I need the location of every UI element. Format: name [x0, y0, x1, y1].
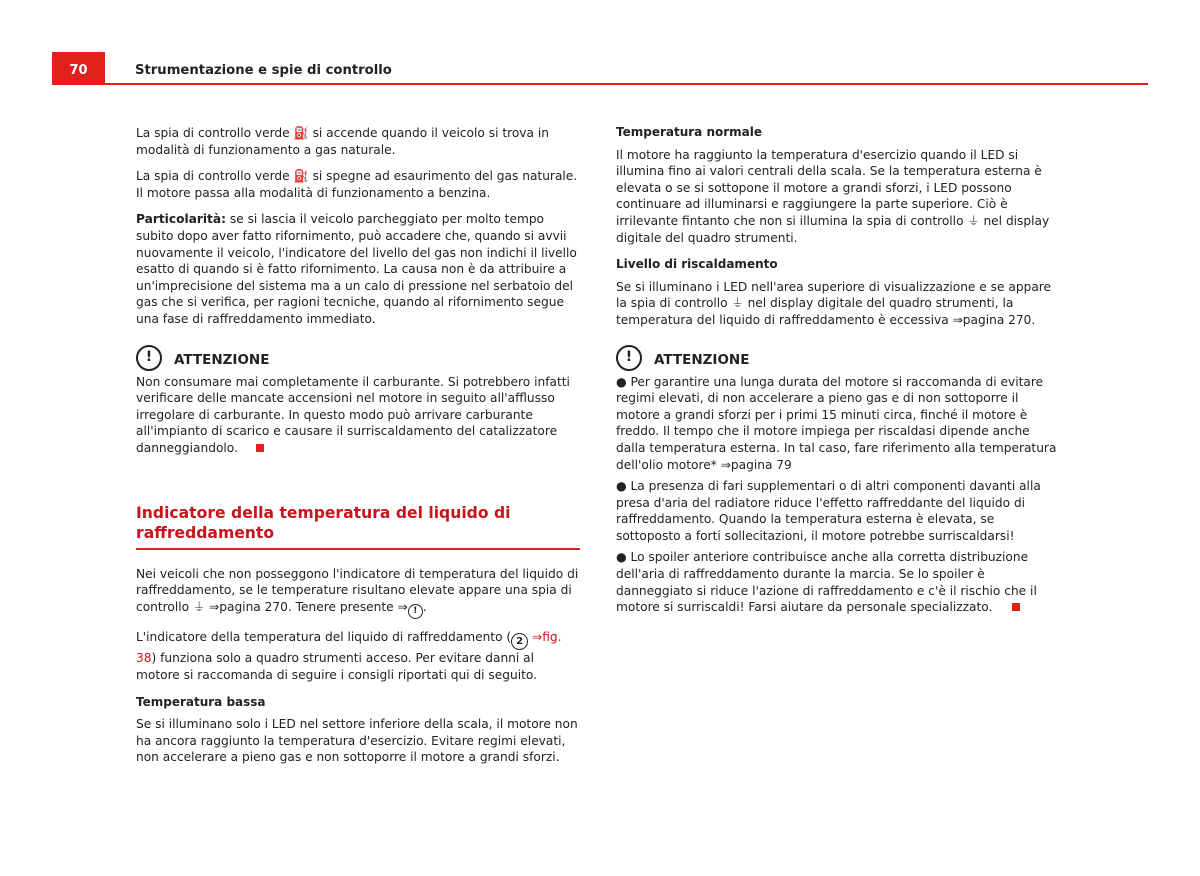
paragraph-normal-temp: Il motore ha raggiunto la temperatura d'esercizio quando il LED si illumina fino ai valori centrali della scala. Se la temperatura esterna è elevata o se si sottopone il motore a grandi sforzi, i LED possono continuare ad illuminarsi e raggiungere la parte superiore. Ciò è irrilevante fintanto che non si illumina la spia di controllo ⏚ nel display digitale del quadro strumenti.: [616, 147, 1050, 245]
paragraph-indicator: [136, 629, 580, 684]
bullet-item: ● Per garantire una lunga durata del motore si raccomanda di evitare regimi elevati, di non accelerare a pieno gas e di non sottoporre il motore a grandi sforzi per i primi 15 minuti circa, finché il motore è freddo. Il tempo che il motore impiega per riscaldasi dipende anche dalla temperatura esterna. In tal caso, fare riferimento alla temperatura dell'olio motore* ⇒pagina 79: [616, 374, 1057, 472]
warning-icon: !: [136, 345, 162, 371]
warning-header: [136, 345, 580, 371]
end-marker: [256, 444, 264, 452]
page-header: [52, 52, 1148, 85]
paragraph-low-temp: Se si illuminano solo i LED nel settore inferiore della scala, il motore non ha ancora raggiunto la temperatura d'esercizio. Evitare regimi elevati, non accelerare a pieno gas e non sottoporre il motore a grandi sforzi.: [136, 717, 578, 765]
paragraph-coolant-warning: [136, 566, 580, 619]
particularity-label: Particolarità:: [136, 212, 226, 227]
figure-link[interactable]: ⇒fig. 38: [136, 629, 562, 666]
paragraph-gas-off: La spia di controllo verde ⛽ si spegne ad esaurimento del gas naturale. Il motore passa alla modalità di funzionamento a benzina.: [136, 169, 578, 200]
bullet-item: [616, 549, 1060, 615]
subheading-low-temp: Temperatura bassa: [136, 694, 266, 709]
warning-title-right: ATTENZIONE: [654, 352, 750, 369]
end-marker: [1012, 603, 1020, 611]
paragraph-heat-level: Se si illuminano i LED nell'area superiore di visualizzazione e se appare la spia di controllo ⏚ nel display digitale del quadro strumenti, la temperatura del liquido di raffreddamento è eccessiva ⇒pagina 270.: [616, 279, 1052, 327]
bullet-text: ● Lo spoiler anteriore contribuisce anche alla corretta distribuzione dell'aria di raffreddamento durante la marcia. Se lo spoiler è danneggiato si riduce l'azione di raffreddamento e c'è il rischio che il motore si surriscaldi! Farsi aiutare da personale specializzato.: [616, 550, 1037, 615]
left-column: [136, 125, 580, 776]
subheading-heat-level: Livello di riscaldamento: [616, 257, 778, 272]
coolant-text-c: .: [422, 599, 427, 614]
bullet-item: ● La presenza di fari supplementari o di altri componenti davanti alla presa d'aria del radiatore riduce l'effetto raffreddante del liquido di raffreddamento. Quando la temperatura esterna è elevata, se sottoposto a forti sollecitazioni, il motore potrebbe surriscaldarsi!: [616, 479, 1041, 543]
right-column: [616, 124, 1060, 621]
chapter-title: Strumentazione e spie di controllo: [135, 63, 392, 78]
indicator-text-b: ) funziona solo a quadro strumenti acceso. Per evitare danni al motore si raccomanda di seguire i consigli riportati qui di seguito.: [136, 651, 538, 683]
warning-text-body: Non consumare mai completamente il carburante. Si potrebbero infatti verificare delle mancate accensioni nel motore in seguito all'afflusso irregolare di carburante. In questo modo può arrivare carburante all'impianto di scarico e causare il surriscaldamento del catalizzatore danneggiandolo.: [136, 374, 570, 455]
coolant-text-b: ⇒pagina 270. Tenere presente ⇒: [205, 599, 408, 614]
warning-title: ATTENZIONE: [174, 352, 270, 369]
indicator-text-a: L'indicatore della temperatura del liquido di raffreddamento (: [136, 629, 512, 644]
paragraph-particularity: [136, 211, 580, 327]
warning-header-right: [616, 345, 1060, 371]
caution-icon: !: [408, 604, 423, 619]
coolant-icon: ⏚: [192, 599, 206, 614]
warning-text: [136, 374, 580, 457]
warning-icon: !: [616, 345, 642, 371]
section-title: Indicatore della temperatura del liquido di raffreddamento: [136, 503, 580, 550]
callout-number: 2: [511, 633, 528, 650]
subheading-normal-temp: Temperatura normale: [616, 125, 763, 139]
paragraph-gas-on: La spia di controllo verde ⛽ si accende quando il veicolo si trova in modalità di funzionamento a gas naturale.: [136, 126, 549, 157]
header-rule: [105, 83, 1148, 85]
particularity-text: se si lascia il veicolo parcheggiato per molto tempo subito dopo aver fatto rifornimento, può accadere che, quando si avvii nuovamente il veicolo, l'indicatore del livello del gas non indichi il livello esatto di quando si è fatto rifornimento. La causa non è da attribuire a un'imprecisione del sistema ma a un calo di pressione nel serbatoio del gas che si verifica, per ragioni tecniche, quando al rifornimento segue una fase di raffreddamento immediato.: [136, 212, 577, 326]
page-number: 70: [52, 52, 105, 85]
coolant-text-a: Nei veicoli che non posseggono l'indicatore di temperatura del liquido di raffreddamento, se le temperature risultano elevate appare una spia di controllo: [136, 566, 579, 614]
